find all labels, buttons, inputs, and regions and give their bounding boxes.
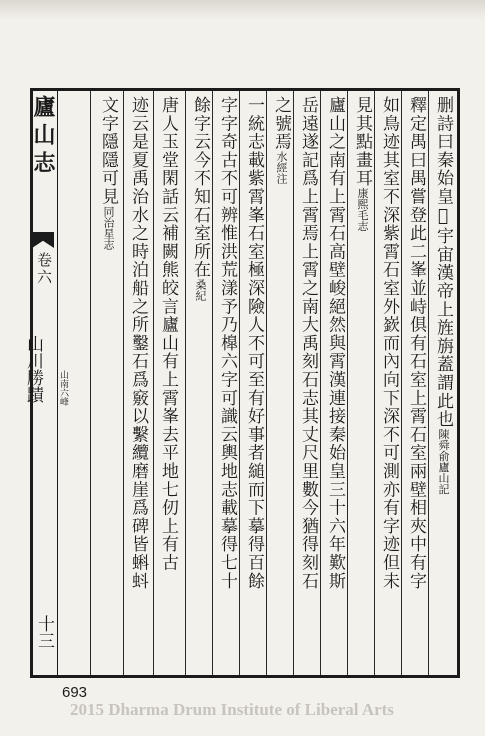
text-column: 如鳥迹其室不深紫霄石室外嶔而內向下深不可測亦有字迹但未 xyxy=(379,96,399,591)
margin-section: 山南六峰 xyxy=(58,370,68,406)
column-rule xyxy=(90,91,91,675)
text-column: 廬山之南有上霄石高壁峻絕然與霄漢連接秦始皇三十六年歎斯 xyxy=(325,96,345,591)
margin-subject: 山川勝蹟 xyxy=(23,335,43,403)
margin-title: 廬山志 xyxy=(30,95,56,179)
watermark: 2015 Dharma Drum Institute of Liberal Arts xyxy=(70,700,394,719)
column-rule xyxy=(153,91,154,675)
column-rule xyxy=(212,91,213,675)
text-column: 唐人玉堂閑話云補闕熊皎言廬山有上霄峯去平地七仞上有古 xyxy=(158,96,178,572)
text-column: 之號焉水經注 xyxy=(271,96,291,184)
text-column: 岳遠遂記爲上霄焉上霄之南大禹刻石志其丈尺里數今猶得刻石 xyxy=(298,96,318,591)
column-rule xyxy=(239,91,240,675)
column-rule xyxy=(320,91,321,675)
column-rule xyxy=(428,91,429,675)
column-rule xyxy=(401,91,402,675)
text-column: 文字隱隱可見同治星志 xyxy=(98,96,118,250)
text-column: 迹云是夏禹治水之時泊船之所鑿石爲竅以繫纜磨崖爲碑皆蝌蚪 xyxy=(128,96,148,591)
column-rule xyxy=(185,91,186,675)
text-column: 餘字云今不知石室所在桑紀 xyxy=(190,96,210,301)
page-edge-shadow xyxy=(0,0,485,20)
text-column: 見其點畫耳康熙毛志 xyxy=(352,96,372,232)
column-rule xyxy=(266,91,267,675)
column-rule xyxy=(347,91,348,675)
column-rule xyxy=(123,91,124,675)
page-number: 693 xyxy=(62,684,88,701)
margin-volume: 卷六 xyxy=(35,252,53,286)
margin-page-number: 十三 xyxy=(34,615,54,649)
frame-inner-rule xyxy=(457,88,458,678)
column-rule xyxy=(293,91,294,675)
text-column: 字字奇古不可辨惟洪荒漾予乃橰六字可識云輿地志載摹得七十 xyxy=(217,96,237,591)
text-column: 一統志載紫霄峯石室極深險人不可至有好事者縋而下摹得百餘 xyxy=(244,96,264,591)
column-rule xyxy=(374,91,375,675)
text-column: 釋定禺曰禺嘗登此二峯並峙俱有石室上霄石室兩壁相夾中有字 xyxy=(406,96,426,591)
text-column: 删詩曰秦始皇𣊪宇宙漢帝上旌旃蓋謂此也陳舜俞廬山記 xyxy=(433,96,453,495)
